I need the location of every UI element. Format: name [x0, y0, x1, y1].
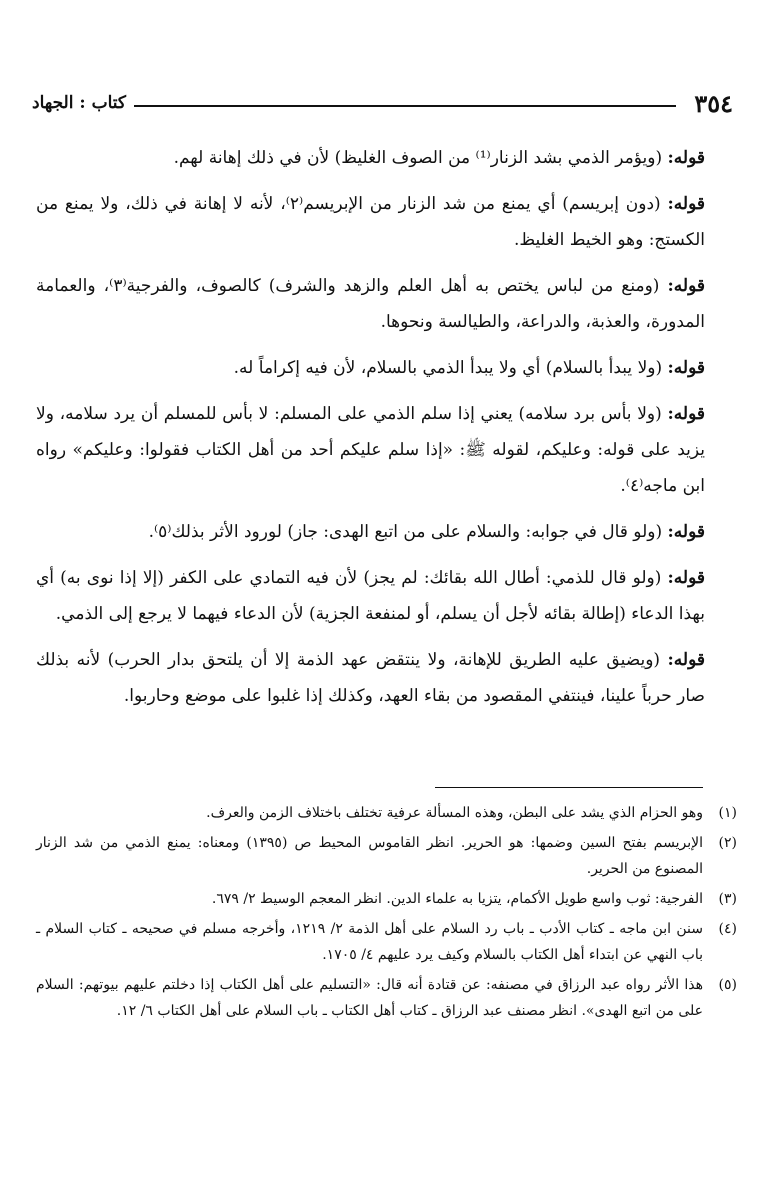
- footnote-text: هذا الأثر رواه عبد الرزاق في مصنفه: عن قتادة أنه قال: «التسليم على أهل الكتاب إذا دخلتم عليهم بيوتهم: السلام على من اتبع الهدى». انظر مصنف عبد الرزاق ـ كتاب أهل الكتاب ـ باب السلام على أهل الكتاب ٦/ ١٢.: [36, 977, 703, 1019]
- paragraph-text: (ويؤمر الذمي بشد الزنار⁽¹⁾ من الصوف الغليظ) لأن في ذلك إهانة لهم.: [173, 148, 668, 168]
- paragraph-lead: قوله:: [667, 358, 705, 378]
- paragraph-text: (ولو قال للذمي: أطال الله بقائك: لم يجز) لأن فيه التمادي على الكفر (إلا إذا نوى به) أي بهذا الدعاء (إطالة بقائه لأجل أن يسلم، أو لمنفعة الجزية) لأن الدعاء فيهما لا يرجع إلى الذمي.: [36, 568, 705, 624]
- footnotes: [36, 800, 737, 1028]
- paragraph-lead: قوله:: [667, 522, 705, 542]
- footnote: [36, 972, 737, 1024]
- header-rule: [134, 105, 676, 107]
- paragraph: [36, 140, 705, 176]
- paragraph-text: (ويضيق عليه الطريق للإهانة، ولا ينتقض عهد الذمة إلا أن يلتحق بدار الحرب) لأنه بذلك صار حرباً علينا، فينتفي المقصود من بقاء العهد، وكذلك إذا غلبوا على موضع وحاربوا.: [36, 650, 705, 706]
- paragraph-lead: قوله:: [667, 276, 705, 296]
- paragraph: [36, 560, 705, 632]
- paragraph: [36, 396, 705, 504]
- footnote-text: وهو الحزام الذي يشد على البطن، وهذه المسألة عرفية تختلف باختلاف الزمن والعرف.: [206, 805, 703, 821]
- footnote-number: (٢): [718, 835, 737, 851]
- footnote: [36, 830, 737, 882]
- paragraph-lead: قوله:: [667, 568, 705, 588]
- footnote-number: (٤): [718, 921, 737, 937]
- paragraph-lead: قوله:: [667, 404, 705, 424]
- paragraph-lead: قوله:: [667, 194, 705, 214]
- paragraph-lead: قوله:: [667, 650, 705, 670]
- paragraph: [36, 186, 705, 258]
- footnote-text: سنن ابن ماجه ـ كتاب الأدب ـ باب رد السلام على أهل الذمة ٢/ ١٢١٩، وأخرجه مسلم في صحيحه ـ كتاب السلام ـ باب النهي عن ابتداء أهل الكتاب بالسلام وكيف يرد عليهم ٤/ ١٧٠٥.: [36, 921, 704, 963]
- running-title: كتاب : الجهاد: [32, 93, 126, 113]
- footnote-number: (٣): [718, 891, 737, 907]
- paragraph: [36, 514, 705, 550]
- paragraph-text: (ولو قال في جوابه: والسلام على من اتبع الهدى: جاز) لورود الأثر بذلك⁽٥⁾.: [148, 522, 668, 542]
- paragraph: [36, 350, 705, 386]
- footnote: [36, 916, 737, 968]
- footnote: [36, 800, 737, 826]
- main-text: [36, 140, 705, 724]
- paragraph-text: (ولا بأس برد سلامه) يعني إذا سلم الذمي على المسلم: لا بأس للمسلم أن يرد سلامه، ولا يزيد على قوله: وعليكم، لقوله ﷺ: «إذا سلم عليكم أحد من أهل الكتاب فقولوا: وعليكم» رواه ابن ماجه⁽٤⁾.: [36, 404, 705, 496]
- footnote-text: الإبريسم بفتح السين وضمها: هو الحرير. انظر القاموس المحيط ص (١٣٩٥) ومعناه: يمنع الذمي من شد الزنار المصنوع من الحرير.: [36, 835, 703, 877]
- paragraph-lead: قوله:: [667, 148, 705, 168]
- footnote-text: الفرجية: ثوب واسع طويل الأكمام، يتزيا به علماء الدين. انظر المعجم الوسيط ٢/ ٦٧٩.: [211, 891, 703, 907]
- paragraph-text: (دون إبريسم) أي يمنع من شد الزنار من الإبريسم⁽٢⁾، لأنه لا إهانة في ذلك، ولا يمنع من الكستج: وهو الخيط الغليظ.: [36, 194, 705, 250]
- paragraph: [36, 268, 705, 340]
- footnote-separator: [435, 787, 703, 788]
- page-number: ٣٥٤: [694, 88, 733, 118]
- footnote: [36, 886, 737, 912]
- paragraph-text: (ولا يبدأ بالسلام) أي ولا يبدأ الذمي بالسلام، لأن فيه إكراماً له.: [233, 358, 668, 378]
- paragraph-text: (ومنع من لباس يختص به أهل العلم والزهد والشرف) كالصوف، والفرجية⁽٣⁾، والعمامة المدورة، والعذبة، والدراعة، والطيالسة ونحوها.: [36, 276, 705, 332]
- paragraph: [36, 642, 705, 714]
- page-header: [32, 88, 733, 118]
- footnote-number: (٥): [718, 977, 737, 993]
- footnote-number: (١): [718, 805, 737, 821]
